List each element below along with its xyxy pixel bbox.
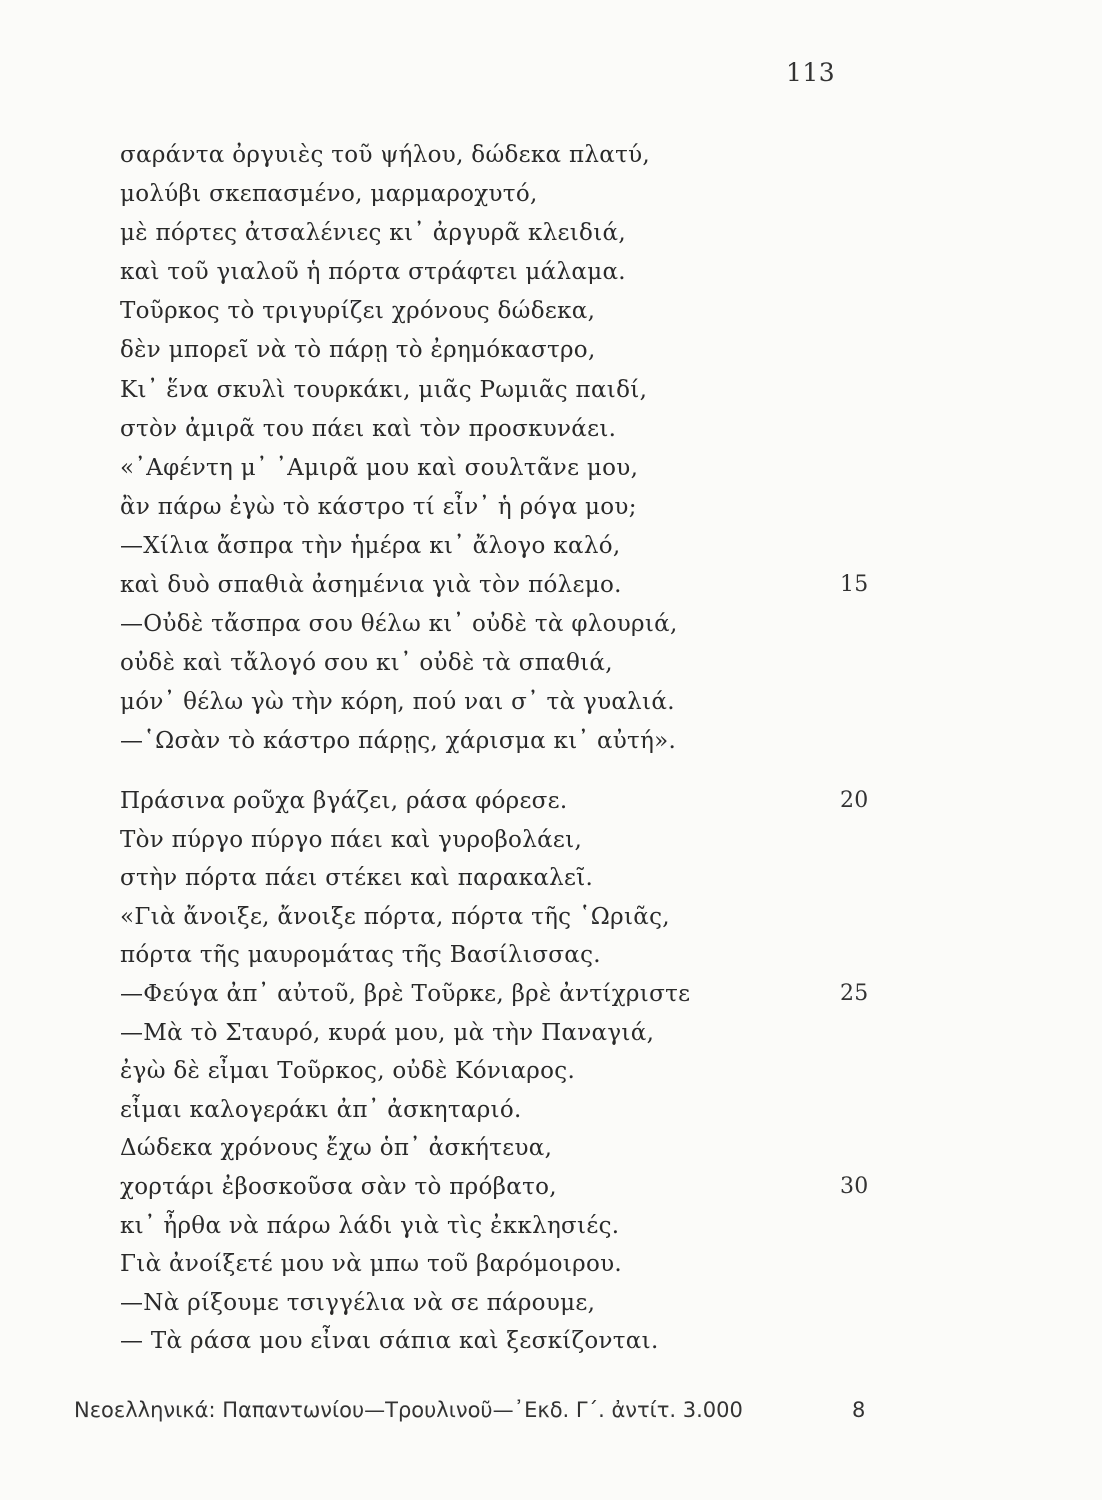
verse-text: πόρτα τῆς μαυρομάτας τῆς Βασίλισσας. (120, 942, 601, 969)
verse-line (120, 726, 880, 765)
verse-text: μόν᾽ θέλω γὼ τὴν κόρη, πού ναι σ᾽ τὰ γυαλιά. (120, 689, 675, 716)
verse-text: οὐδὲ καὶ τἄλογό σου κι᾽ οὐδὲ τὰ σπαθιά, (120, 650, 613, 677)
verse-text: χορτάρι ἐβοσκοῦσα σὰν τὸ πρόβατο, (120, 1173, 557, 1200)
verse-line (120, 863, 880, 902)
verse-text: Κι᾽ ἕνα σκυλὶ τουρκάκι, μιᾶς Ρωμιᾶς παιδί, (120, 376, 648, 403)
verse-line (120, 786, 880, 825)
verse-line (120, 940, 880, 979)
verse-line (120, 492, 880, 531)
verse-line (120, 979, 880, 1018)
verse-text: Πράσινα ροῦχα βγάζει, ράσα φόρεσε. (120, 788, 568, 814)
verse-line (120, 296, 880, 335)
verse-text: μολύβι σκεπασμένο, μαρμαροχυτό, (120, 181, 538, 208)
verse-line (120, 257, 880, 296)
verse-text: καὶ δυὸ σπαθιὰ ἀσημένια γιὰ τὸν πόλεμο. (120, 572, 622, 599)
verse-text: ἂν πάρω ἐγὼ τὸ κάστρο τί εἶν᾽ ἡ ρόγα μου; (120, 493, 637, 520)
verse-line (120, 687, 880, 726)
verse-text: — Τὰ ράσα μου εἶναι σάπια καὶ ξεσκίζονται. (120, 1328, 659, 1355)
verse-line (120, 902, 880, 941)
verse-line (120, 531, 880, 570)
verse-line (120, 570, 880, 609)
verse-line (120, 414, 880, 453)
verse-text: —Χίλια ἄσπρα τὴν ἡμέρα κι᾽ ἄλογο καλό, (120, 532, 621, 559)
verse-text: στὸν ἀμιρᾶ του πάει καὶ τὸν προσκυνάει. (120, 415, 617, 442)
line-number: 15 (840, 572, 869, 598)
line-number: 30 (840, 1173, 869, 1199)
stanza-1 (120, 140, 880, 766)
verse-line (120, 1288, 880, 1327)
verse-line (120, 1056, 880, 1095)
verse-line (120, 648, 880, 687)
verse-line (120, 1172, 880, 1211)
verse-line (120, 335, 880, 374)
verse-line (120, 1326, 880, 1365)
line-number: 20 (840, 788, 869, 813)
verse-text: εἶμαι καλογεράκι ἀπ᾽ ἀσκηταριό. (120, 1096, 522, 1123)
verse-line (120, 1249, 880, 1288)
verse-text: κι᾽ ἦρθα νὰ πάρω λάδι γιὰ τὶς ἐκκλησιές. (120, 1212, 620, 1239)
verse-line (120, 140, 880, 179)
verse-line (120, 1133, 880, 1172)
footer-imprint: Νεοελληνικά: Παπαντωνίου—Τρουλινοῦ—᾽Εκδ. Γ΄. ἀντίτ. 3.000 (74, 1398, 743, 1422)
verse-text: —῾Ωσὰν τὸ κάστρο πάρῃς, χάρισμα κι᾽ αὐτή». (120, 728, 677, 755)
page-number: 113 (786, 58, 836, 87)
verse-line (120, 1211, 880, 1250)
verse-text: στὴν πόρτα πάει στέκει καὶ παρακαλεῖ. (120, 865, 594, 892)
verse-text: καὶ τοῦ γιαλοῦ ἡ πόρτα στράφτει μάλαμα. (120, 259, 626, 286)
verse-text: —Οὐδὲ τἄσπρα σου θέλω κι᾽ οὐδὲ τὰ φλουριά, (120, 611, 678, 638)
verse-text: —Μὰ τὸ Σταυρό, κυρά μου, μὰ τὴν Παναγιά, (120, 1019, 655, 1046)
verse-text: δὲν μπορεῖ νὰ τὸ πάρῃ τὸ ἐρημόκαστρο, (120, 337, 596, 364)
verse-line (120, 825, 880, 864)
verse-text: —Νὰ ρίξουμε τσιγγέλια νὰ σε πάρουμε, (120, 1289, 596, 1316)
verse-line (120, 218, 880, 257)
verse-text: «Γιὰ ἄνοιξε, ἄνοιξε πόρτα, πόρτα τῆς ῾Ωριᾶς, (120, 903, 670, 930)
verse-line (120, 375, 880, 414)
verse-line (120, 1018, 880, 1057)
stanza-2 (120, 786, 880, 1365)
verse-text: «᾽Αφέντη μ᾽ ᾽Αμιρᾶ μου καὶ σουλτᾶνε μου, (120, 454, 639, 481)
signature-mark: 8 (852, 1398, 866, 1422)
verse-line (120, 1095, 880, 1134)
verse-text: Γιὰ ἀνοίξετέ μου νὰ μπω τοῦ βαρόμοιρου. (120, 1251, 623, 1278)
verse-text: Δώδεκα χρόνους ἔχω ὁπ᾽ ἀσκήτευα, (120, 1135, 553, 1162)
verse-text: Τοῦρκος τὸ τριγυρίζει χρόνους δώδεκα, (120, 298, 596, 325)
line-number: 25 (840, 980, 869, 1006)
verse-line (120, 453, 880, 492)
verse-text: σαράντα ὀργυιὲς τοῦ ψήλου, δώδεκα πλατύ, (120, 142, 651, 168)
verse-line (120, 179, 880, 218)
verse-text: ἐγὼ δὲ εἶμαι Τοῦρκος, οὐδὲ Κόνιαρος. (120, 1058, 576, 1085)
verse-text: Τὸν πύργο πύργο πάει καὶ γυροβολάει, (120, 826, 583, 853)
verse-text: μὲ πόρτες ἀτσαλένιες κι᾽ ἀργυρᾶ κλειδιά, (120, 220, 626, 247)
verse-line (120, 609, 880, 648)
verse-text: —Φεύγα ἀπ᾽ αὐτοῦ, βρὲ Τοῦρκε, βρὲ ἀντίχριστε (120, 980, 691, 1007)
